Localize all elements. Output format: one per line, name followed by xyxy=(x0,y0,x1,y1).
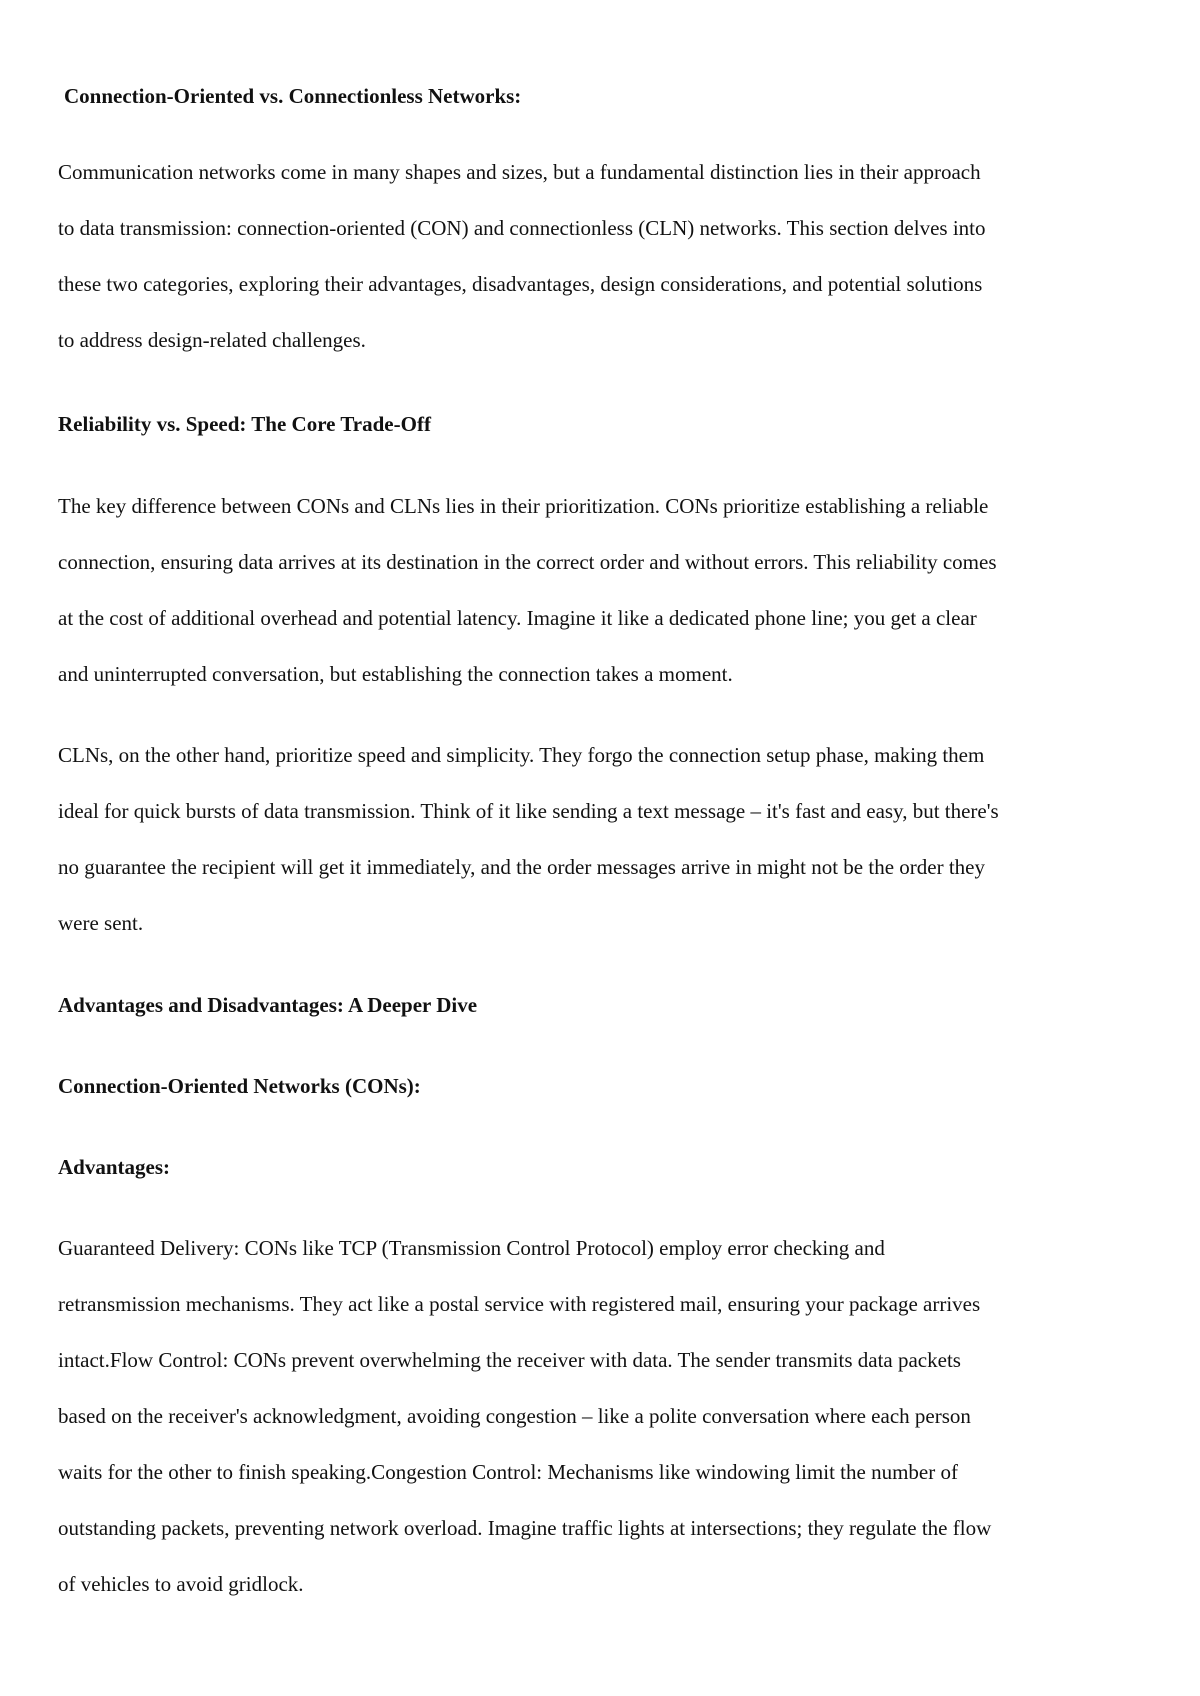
advantages-line-6: outstanding packets, preventing network overload. Imagine traffic lights at intersections; they regulate the flow xyxy=(58,1516,992,1540)
intro-line-2: to data transmission: connection-oriented (CON) and connectionless (CLN) networks. This section delves into xyxy=(58,216,986,240)
advantages-line-5: waits for the other to finish speaking.Congestion Control: Mechanisms like windowing limit the number of xyxy=(58,1460,958,1484)
advantages-line-4: based on the receiver's acknowledgment, avoiding congestion – like a polite conversation where each person xyxy=(58,1404,971,1428)
document-title: Connection-Oriented vs. Connectionless Networks: xyxy=(64,84,522,108)
clns-paragraph-line-3: no guarantee the recipient will get it immediately, and the order messages arrive in might not be the order they xyxy=(58,855,985,879)
advantages-line-1: Guaranteed Delivery: CONs like TCP (Transmission Control Protocol) employ error checking and xyxy=(58,1236,885,1260)
advantages-line-7: of vehicles to avoid gridlock. xyxy=(58,1572,304,1596)
intro-line-3: these two categories, exploring their advantages, disadvantages, design considerations, and potential solutions xyxy=(58,272,983,296)
heading-reliability-vs-speed: Reliability vs. Speed: The Core Trade-Off xyxy=(58,412,431,436)
cons-paragraph-line-2: connection, ensuring data arrives at its destination in the correct order and without errors. This reliability comes xyxy=(58,550,997,574)
heading-advantages-disadvantages: Advantages and Disadvantages: A Deeper Dive xyxy=(58,993,478,1017)
clns-paragraph-line-2: ideal for quick bursts of data transmission. Think of it like sending a text message – it's fast and easy, but there's xyxy=(58,799,999,823)
intro-line-1: Communication networks come in many shapes and sizes, but a fundamental distinction lies in their approach xyxy=(58,160,981,184)
clns-paragraph-line-4: were sent. xyxy=(58,911,144,935)
clns-paragraph-line-1: CLNs, on the other hand, prioritize speed and simplicity. They forgo the connection setup phase, making them xyxy=(58,743,985,767)
advantages-line-3: intact.Flow Control: CONs prevent overwhelming the receiver with data. The sender transmits data packets xyxy=(58,1348,961,1372)
intro-line-4: to address design-related challenges. xyxy=(58,328,366,352)
advantages-line-2: retransmission mechanisms. They act like a postal service with registered mail, ensuring your package arrives xyxy=(58,1292,981,1316)
cons-paragraph-line-4: and uninterrupted conversation, but establishing the connection takes a moment. xyxy=(58,662,733,686)
cons-paragraph-line-3: at the cost of additional overhead and potential latency. Imagine it like a dedicated phone line; you get a clear xyxy=(58,606,977,630)
cons-paragraph-line-1: The key difference between CONs and CLNs lies in their prioritization. CONs prioritize establishing a reliable xyxy=(58,494,989,518)
heading-connection-oriented-networks: Connection-Oriented Networks (CONs): xyxy=(58,1074,421,1098)
heading-advantages: Advantages: xyxy=(58,1155,171,1179)
